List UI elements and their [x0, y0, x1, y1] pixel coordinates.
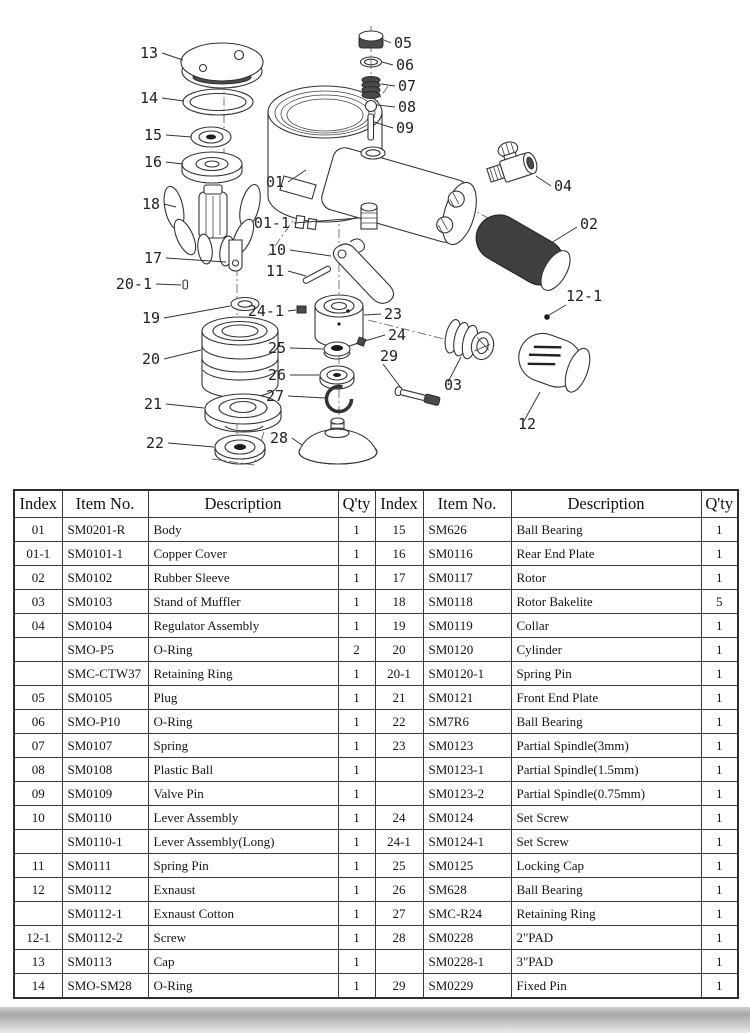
callout-leader-27	[288, 396, 325, 398]
part-plastic-ball-08	[366, 101, 377, 112]
qty-cell: 1	[338, 662, 375, 686]
item-no-cell: SM0119	[423, 614, 511, 638]
description-cell: Set Screw	[511, 806, 701, 830]
index-cell: 02	[14, 566, 62, 590]
callout-leader-06	[382, 62, 393, 65]
item-no-cell: SM0228-1	[423, 950, 511, 974]
index-cell: 18	[375, 590, 423, 614]
qty-cell: 1	[338, 830, 375, 854]
item-no-cell: SMC-R24	[423, 902, 511, 926]
description-cell: Partial Spindle(1.5mm)	[511, 758, 701, 782]
description-cell: Spring Pin	[511, 662, 701, 686]
item-no-cell: SM0118	[423, 590, 511, 614]
item-no-cell: SM0228	[423, 926, 511, 950]
column-header: Item No.	[62, 490, 148, 518]
table-row	[14, 926, 738, 950]
index-cell: 20-1	[375, 662, 423, 686]
callout-leader-20-1	[156, 284, 181, 285]
table-row	[14, 758, 738, 782]
qty-cell: 1	[701, 686, 738, 710]
qty-cell: 1	[701, 878, 738, 902]
table-row	[14, 734, 738, 758]
description-cell: Screw	[148, 926, 338, 950]
description-cell: Exnaust Cotton	[148, 902, 338, 926]
part-fixed-pin-29	[394, 386, 440, 406]
description-cell: Cap	[148, 950, 338, 974]
description-cell: O-Ring	[148, 638, 338, 662]
callout-leader-19	[164, 306, 230, 318]
item-no-cell: SM0124	[423, 806, 511, 830]
qty-cell: 1	[338, 566, 375, 590]
item-no-cell: SM7R6	[423, 710, 511, 734]
index-cell: 12-1	[14, 926, 62, 950]
qty-cell: 1	[701, 542, 738, 566]
index-cell: 06	[14, 710, 62, 734]
callout-label-14: 14	[139, 89, 158, 107]
index-cell	[375, 782, 423, 806]
description-cell: Ball Bearing	[511, 518, 701, 542]
callout-leader-20	[164, 350, 201, 359]
parts-table	[13, 489, 739, 999]
item-no-cell: SM0110	[62, 806, 148, 830]
table-row	[14, 950, 738, 974]
index-cell: 16	[375, 542, 423, 566]
qty-cell: 1	[701, 806, 738, 830]
part-spring-pin-20-1	[183, 280, 188, 289]
callout-leader-24	[365, 335, 385, 341]
callout-label-02: 02	[580, 215, 599, 233]
index-cell: 03	[14, 590, 62, 614]
qty-cell: 1	[701, 758, 738, 782]
index-cell: 15	[375, 518, 423, 542]
part-rear-end-plate-16	[182, 152, 242, 183]
index-cell	[375, 950, 423, 974]
callout-label-22: 22	[145, 434, 164, 452]
part-rotor-blades-18	[161, 182, 264, 266]
table-row	[14, 806, 738, 830]
table-row	[14, 518, 738, 542]
description-cell: Retaining Ring	[148, 662, 338, 686]
qty-cell: 1	[701, 734, 738, 758]
description-cell: Lever Assembly	[148, 806, 338, 830]
table-row	[14, 878, 738, 902]
index-cell: 17	[375, 566, 423, 590]
index-cell: 09	[14, 782, 62, 806]
table-row	[14, 686, 738, 710]
table-row	[14, 638, 738, 662]
callout-label-03: 03	[444, 376, 463, 394]
item-no-cell: SM0124-1	[423, 830, 511, 854]
description-cell: Collar	[511, 614, 701, 638]
item-no-cell: SM626	[423, 518, 511, 542]
item-no-cell: SM0107	[62, 734, 148, 758]
part-copper-cover-01-1	[361, 203, 377, 229]
qty-cell: 1	[338, 782, 375, 806]
index-cell: 07	[14, 734, 62, 758]
index-cell: 19	[375, 614, 423, 638]
qty-cell: 1	[701, 854, 738, 878]
description-cell: Valve Pin	[148, 782, 338, 806]
item-no-cell: SM0120-1	[423, 662, 511, 686]
column-header: Description	[511, 490, 701, 518]
part-ball-bearing-22	[215, 435, 265, 464]
callout-label-21: 21	[143, 395, 162, 413]
part-exhaust-12	[512, 327, 595, 396]
index-cell: 01	[14, 518, 62, 542]
index-cell	[14, 662, 62, 686]
index-cell: 08	[14, 758, 62, 782]
index-cell: 29	[375, 974, 423, 999]
part-spring-07	[362, 77, 380, 99]
qty-cell: 1	[338, 614, 375, 638]
item-no-cell: SM0111	[62, 854, 148, 878]
column-header: Q'ty	[701, 490, 738, 518]
qty-cell: 5	[701, 590, 738, 614]
description-cell: Spring	[148, 734, 338, 758]
index-cell: 28	[375, 926, 423, 950]
description-cell: Copper Cover	[148, 542, 338, 566]
index-cell: 10	[14, 806, 62, 830]
part-set-screw-24-1	[297, 306, 306, 313]
qty-cell: 1	[701, 902, 738, 926]
callout-label-06: 06	[396, 56, 415, 74]
callout-leader-28	[292, 438, 302, 445]
callout-leader-05	[384, 40, 391, 43]
description-cell: O-Ring	[148, 710, 338, 734]
index-cell: 24	[375, 806, 423, 830]
part-lever-10	[333, 239, 393, 303]
index-cell: 01-1	[14, 542, 62, 566]
item-no-cell: SM0201-R	[62, 518, 148, 542]
callout-label-12: 12	[518, 415, 537, 433]
qty-cell: 1	[701, 662, 738, 686]
description-cell: Partial Spindle(0.75mm)	[511, 782, 701, 806]
item-no-cell: SM628	[423, 878, 511, 902]
part-locking-cap-25	[324, 342, 350, 359]
qty-cell: 1	[701, 950, 738, 974]
item-no-cell: SMC-CTW37	[62, 662, 148, 686]
callout-leader-12-1	[549, 305, 566, 315]
table-row	[14, 830, 738, 854]
callout-label-18: 18	[141, 195, 160, 213]
callout-label-24: 24	[388, 326, 407, 344]
qty-cell: 1	[701, 974, 738, 999]
index-cell	[375, 758, 423, 782]
item-no-cell: SM0123-1	[423, 758, 511, 782]
item-no-cell: SM0104	[62, 614, 148, 638]
callout-label-04: 04	[554, 177, 573, 195]
table-row	[14, 710, 738, 734]
part-bearing-15	[191, 127, 231, 147]
qty-cell: 1	[338, 878, 375, 902]
table-row	[14, 590, 738, 614]
description-cell: Ball Bearing	[511, 878, 701, 902]
description-cell: Ball Bearing	[511, 710, 701, 734]
index-cell: 12	[14, 878, 62, 902]
part-rotor-shaft-17	[229, 240, 242, 271]
item-no-cell: SMO-P5	[62, 638, 148, 662]
column-header: Description	[148, 490, 338, 518]
description-cell: 3"PAD	[511, 950, 701, 974]
index-cell: 22	[375, 710, 423, 734]
item-no-cell: SM0103	[62, 590, 148, 614]
qty-cell: 1	[701, 830, 738, 854]
item-no-cell: SM0125	[423, 854, 511, 878]
description-cell: Lever Assembly(Long)	[148, 830, 338, 854]
index-cell: 27	[375, 902, 423, 926]
part-valve-pin-09	[368, 114, 374, 140]
item-no-cell: SM0117	[423, 566, 511, 590]
qty-cell: 1	[701, 926, 738, 950]
item-no-cell: SM0105	[62, 686, 148, 710]
callout-label-10: 10	[267, 241, 286, 259]
description-cell: Body	[148, 518, 338, 542]
qty-cell: 1	[701, 566, 738, 590]
item-no-cell: SM0121	[423, 686, 511, 710]
qty-cell: 1	[338, 902, 375, 926]
callout-label-09: 09	[396, 119, 415, 137]
qty-cell: 1	[338, 806, 375, 830]
index-cell	[14, 638, 62, 662]
callout-label-24-1: 24-1	[247, 302, 284, 320]
column-header: Item No.	[423, 490, 511, 518]
callout-label-01-1: 01-1	[253, 214, 290, 232]
exploded-diagram	[0, 0, 750, 486]
callout-label-19: 19	[141, 309, 160, 327]
description-cell: Rotor Bakelite	[511, 590, 701, 614]
item-no-cell: SMO-SM28	[62, 974, 148, 999]
callout-leader-23	[364, 314, 381, 315]
part-regulator-04	[481, 136, 539, 187]
callout-label-08: 08	[398, 98, 417, 116]
index-cell: 24-1	[375, 830, 423, 854]
callout-leader-07	[381, 84, 395, 86]
description-cell: Spring Pin	[148, 854, 338, 878]
parts-table-header-row	[14, 490, 738, 518]
part-oring-14	[183, 89, 253, 115]
item-no-cell: SM0102	[62, 566, 148, 590]
qty-cell: 1	[338, 518, 375, 542]
description-cell: Plug	[148, 686, 338, 710]
index-cell: 14	[14, 974, 62, 999]
item-no-cell: SM0120	[423, 638, 511, 662]
column-header: Q'ty	[338, 490, 375, 518]
qty-cell: 1	[701, 638, 738, 662]
item-no-cell: SM0113	[62, 950, 148, 974]
callout-label-26: 26	[267, 366, 286, 384]
qty-cell: 1	[338, 710, 375, 734]
callout-label-15: 15	[143, 126, 162, 144]
part-muffler-stand-03	[442, 318, 497, 363]
qty-cell: 1	[338, 734, 375, 758]
part-cylinder-20	[202, 317, 278, 398]
callout-label-20-1: 20-1	[115, 275, 152, 293]
item-no-cell: SM0229	[423, 974, 511, 999]
callout-label-11: 11	[265, 262, 284, 280]
qty-cell: 2	[338, 638, 375, 662]
part-spring-pin-11	[302, 265, 331, 284]
callout-leader-24-1	[288, 310, 296, 311]
qty-cell: 1	[338, 950, 375, 974]
table-row	[14, 782, 738, 806]
callout-label-07: 07	[398, 77, 417, 95]
description-cell: 2"PAD	[511, 926, 701, 950]
callout-label-13: 13	[139, 44, 158, 62]
description-cell: Regulator Assembly	[148, 614, 338, 638]
callout-leader-29	[383, 364, 401, 388]
description-cell: Plastic Ball	[148, 758, 338, 782]
callout-label-29: 29	[380, 347, 399, 365]
item-no-cell: SM0112	[62, 878, 148, 902]
index-cell: 13	[14, 950, 62, 974]
callout-label-12-1: 12-1	[566, 287, 603, 305]
callout-leader-14	[162, 98, 184, 101]
callout-leader-10	[290, 250, 331, 256]
table-row	[14, 614, 738, 638]
index-cell: 04	[14, 614, 62, 638]
description-cell: Stand of Muffler	[148, 590, 338, 614]
callout-label-27: 27	[265, 387, 284, 405]
description-cell: Rear End Plate	[511, 542, 701, 566]
index-cell: 26	[375, 878, 423, 902]
qty-cell: 1	[701, 782, 738, 806]
callout-label-25: 25	[267, 339, 286, 357]
description-cell: Partial Spindle(3mm)	[511, 734, 701, 758]
qty-cell: 1	[338, 974, 375, 999]
callout-leader-16	[166, 162, 183, 164]
description-cell: Exnaust	[148, 878, 338, 902]
callout-label-01: 01	[265, 173, 284, 191]
item-no-cell: SMO-P10	[62, 710, 148, 734]
callout-label-23: 23	[384, 305, 403, 323]
column-header: Index	[14, 490, 62, 518]
item-no-cell: SM0101-1	[62, 542, 148, 566]
item-no-cell: SM0116	[423, 542, 511, 566]
qty-cell: 1	[338, 854, 375, 878]
description-cell: Front End Plate	[511, 686, 701, 710]
item-no-cell: SM0109	[62, 782, 148, 806]
item-no-cell: SM0110-1	[62, 830, 148, 854]
description-cell: Locking Cap	[511, 854, 701, 878]
item-no-cell: SM0112-2	[62, 926, 148, 950]
part-screw-12-1	[544, 314, 550, 320]
item-no-cell: SM0123	[423, 734, 511, 758]
callout-label-17: 17	[143, 249, 162, 267]
qty-cell: 1	[338, 926, 375, 950]
part-cap-13	[181, 43, 263, 88]
description-cell: Cylinder	[511, 638, 701, 662]
part-spindle-assembly-23	[297, 295, 366, 347]
index-cell: 21	[375, 686, 423, 710]
callout-leader-15	[166, 135, 191, 137]
column-header: Index	[375, 490, 423, 518]
callout-label-05: 05	[394, 34, 413, 52]
table-row	[14, 662, 738, 686]
table-row	[14, 542, 738, 566]
callout-leader-02	[551, 227, 577, 243]
table-row	[14, 974, 738, 999]
description-cell: Set Screw	[511, 830, 701, 854]
description-cell: Retaining Ring	[511, 902, 701, 926]
qty-cell: 1	[701, 614, 738, 638]
page-bottom-shadow	[0, 1007, 750, 1033]
item-no-cell: SM0108	[62, 758, 148, 782]
index-cell: 25	[375, 854, 423, 878]
callout-label-28: 28	[269, 429, 288, 447]
item-no-cell: SM0123-2	[423, 782, 511, 806]
callout-leader-25	[290, 348, 323, 349]
index-cell: 23	[375, 734, 423, 758]
description-cell: O-Ring	[148, 974, 338, 999]
qty-cell: 1	[338, 686, 375, 710]
description-cell: Rotor	[511, 566, 701, 590]
callout-leader-11	[288, 271, 306, 276]
qty-cell: 1	[338, 542, 375, 566]
callout-leader-21	[166, 404, 204, 408]
index-cell	[14, 830, 62, 854]
part-pad-28	[299, 418, 377, 464]
callout-leader-22	[168, 443, 214, 447]
part-plug-05	[359, 31, 383, 48]
callout-leader-13	[162, 53, 183, 60]
callout-label-20: 20	[141, 350, 160, 368]
callout-leader-04	[536, 176, 551, 186]
description-cell: Rubber Sleeve	[148, 566, 338, 590]
qty-cell: 1	[701, 710, 738, 734]
part-rubber-sleeve-02	[468, 207, 577, 296]
index-cell: 05	[14, 686, 62, 710]
index-cell: 11	[14, 854, 62, 878]
callout-label-16: 16	[143, 153, 162, 171]
index-cell: 20	[375, 638, 423, 662]
table-row	[14, 854, 738, 878]
qty-cell: 1	[338, 590, 375, 614]
qty-cell: 1	[338, 758, 375, 782]
callout-leader-17	[166, 258, 226, 262]
index-cell	[14, 902, 62, 926]
parts-table-body	[14, 518, 738, 999]
description-cell: Fixed Pin	[511, 974, 701, 999]
table-row	[14, 566, 738, 590]
item-no-cell: SM0112-1	[62, 902, 148, 926]
table-row	[14, 902, 738, 926]
qty-cell: 1	[701, 518, 738, 542]
